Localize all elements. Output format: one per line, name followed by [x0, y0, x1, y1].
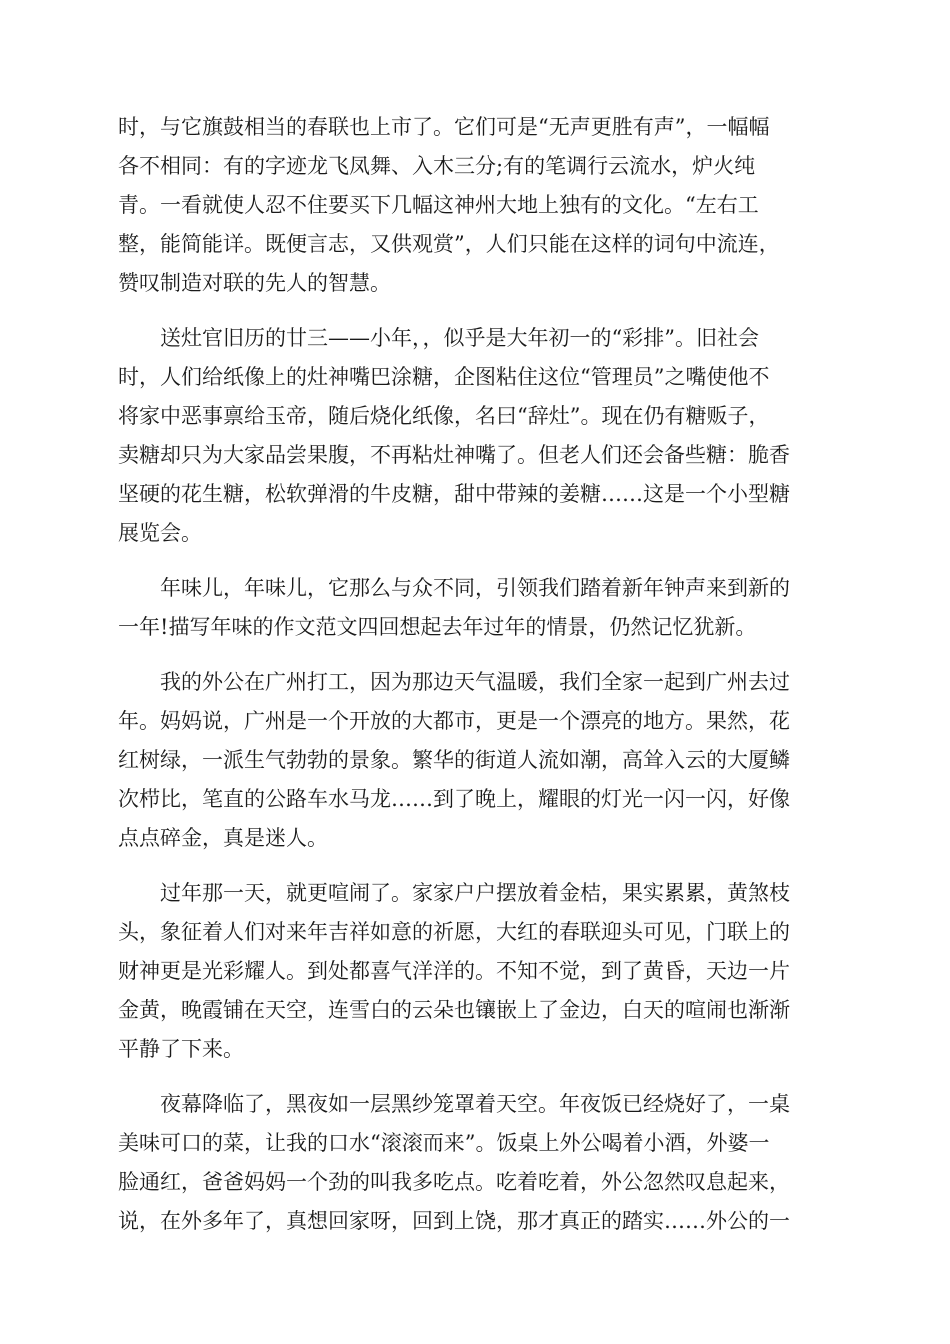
text-line: 展览会。 [118, 521, 202, 545]
text-line: 一年!描写年味的作文范文四回想起去年过年的情景，仍然记忆犹新。 [118, 615, 757, 639]
text-line: 整，能简能详。既便言志，又供观赏”，人们只能在这样的词句中流连， [118, 232, 780, 256]
text-line: 将家中恶事禀给玉帝，随后烧化纸像，名曰“辞灶”。现在仍有糖贩子， [118, 404, 770, 428]
text-line: 点点碎金，真是迷人。 [118, 826, 328, 850]
paragraph-3 [118, 569, 836, 647]
text-line: 红树绿，一派生气勃勃的景象。繁华的街道人流如潮，高耸入云的大厦鳞 [118, 748, 790, 772]
text-line: 赞叹制造对联的先人的智慧。 [118, 271, 391, 295]
paragraph-4 [118, 663, 836, 858]
text-line: 送灶官旧历的廿三——小年，，似乎是大年初一的“彩排”。旧社会 [160, 326, 759, 350]
text-line: 说，在外多年了，真想回家呀，回到上饶，那才真正的踏实……外公的一 [118, 1209, 790, 1233]
text-line: 夜幕降临了，黑夜如一层黑纱笼罩着天空。年夜饭已经烧好了，一桌 [160, 1092, 790, 1116]
text-line: 时，人们给纸像上的灶神嘴巴涂糖，企图粘住这位“管理员”之嘴使他不 [118, 365, 770, 389]
text-line: 美味可口的菜，让我的口水“滚滚而来”。饭桌上外公喝着小酒，外婆一 [118, 1131, 770, 1155]
text-line: 次栉比，笔直的公路车水马龙……到了晚上，耀眼的灯光一闪一闪，好像 [118, 787, 790, 811]
text-line: 坚硬的花生糖，松软弹滑的牛皮糖，甜中带辣的姜糖……这是一个小型糖 [118, 482, 790, 506]
text-line: 财神更是光彩耀人。到处都喜气洋洋的。不知不觉，到了黄昏，天边一片 [118, 959, 790, 983]
text-line: 各不相同：有的字迹龙飞凤舞、入木三分;有的笔调行云流水，炉火纯 [118, 154, 756, 178]
paragraph-5 [118, 874, 836, 1069]
text-line: 我的外公在广州打工，因为那边天气温暖，我们全家一起到广州去过 [160, 670, 790, 694]
text-line: 过年那一天，就更喧闹了。家家户户摆放着金桔，果实累累，黄煞枝 [160, 881, 790, 905]
text-line: 年。妈妈说，广州是一个开放的大都市，更是一个漂亮的地方。果然，花 [118, 709, 790, 733]
paragraph-2 [118, 319, 836, 553]
text-line: 时，与它旗鼓相当的春联也上市了。它们可是“无声更胜有声”，一幅幅 [118, 115, 770, 139]
text-line: 脸通红，爸爸妈妈一个劲的叫我多吃点。吃着吃着，外公忽然叹息起来， [118, 1170, 790, 1194]
text-line: 平静了下来。 [118, 1037, 244, 1061]
text-line: 青。一看就使人忍不住要买下几幅这神州大地上独有的文化。“左右工 [118, 193, 759, 217]
text-line: 头，象征着人们对来年吉祥如意的祈愿，大红的春联迎头可见，门联上的 [118, 920, 790, 944]
text-line: 金黄，晚霞铺在天空，连雪白的云朵也镶嵌上了金边，白天的喧闹也渐渐 [118, 998, 790, 1022]
paragraph-6 [118, 1085, 836, 1241]
text-line: 年味儿，年味儿，它那么与众不同，引领我们踏着新年钟声来到新的 [160, 576, 790, 600]
document-body [118, 108, 836, 1257]
paragraph-1 [118, 108, 836, 303]
text-line: 卖糖却只为大家品尝果腹，不再粘灶神嘴了。但老人们还会备些糖：脆香 [118, 443, 790, 467]
